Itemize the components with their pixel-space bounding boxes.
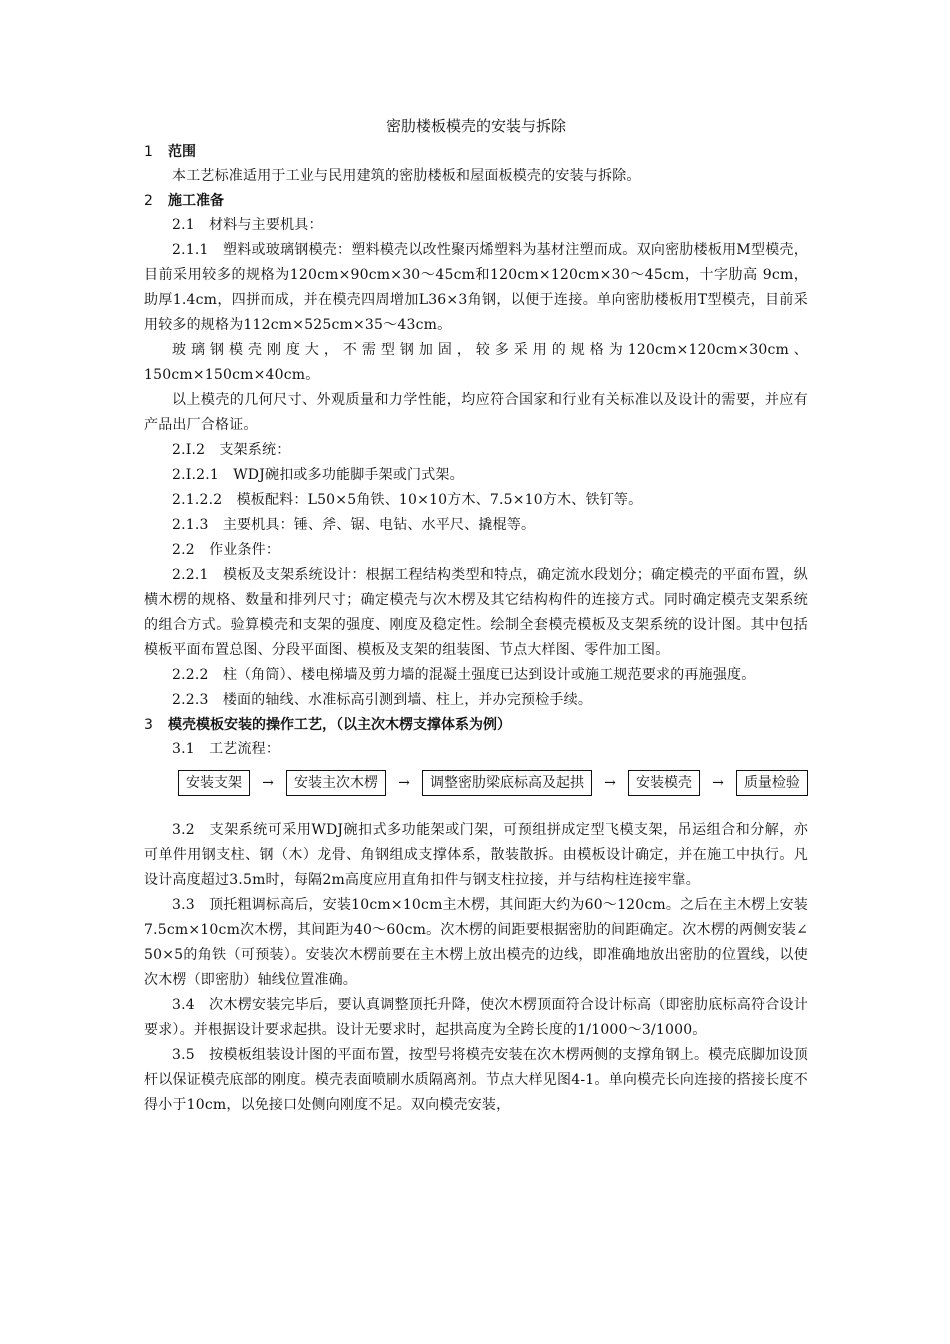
section-title: 模壳模板安装的操作工艺，（以主次木楞支撑体系为例） <box>168 717 511 733</box>
section-3-heading <box>144 713 808 737</box>
flow-step: 调整密肋梁底标高及起拱 <box>422 770 592 796</box>
section-2-heading <box>144 189 808 213</box>
flow-arrow-icon: → <box>262 775 274 791</box>
paragraph-2-2-3: 2.2.3 楼面的轴线、水准标高引测到墙、柱上，并办完预检手续。 <box>172 692 593 708</box>
document-title: 密肋楼板模壳的安装与拆除 <box>385 117 566 135</box>
paragraph-2-1-2: 2.Ⅰ.2 支架系统： <box>172 442 291 458</box>
flow-step: 安装模壳 <box>628 770 700 796</box>
paragraph-2-2-2: 2.2.2 柱（角筒）、楼电梯墙及剪力墙的混凝土强度已达到设计或施工规范要求的再施强度。 <box>172 667 756 683</box>
paragraph-2-1: 2.1 材料与主要机具： <box>172 217 323 233</box>
section-number: 3 <box>144 717 153 733</box>
process-flow-diagram <box>178 770 808 796</box>
flow-step: 安装支架 <box>178 770 250 796</box>
paragraph-scope: 本工艺标准适用于工业与民用建筑的密肋楼板和屋面板模壳的安装与拆除。 <box>172 168 641 184</box>
section-title: 范围 <box>168 144 196 160</box>
paragraph-2-2-1: 2.2.1 模板及支架系统设计：根据工程结构类型和特点，确定流水段划分；确定模壳的平面布置，纵横木楞的规格、数量和排列尺寸；确定模壳与次木楞及其它结构构件的连接方式。同时确定模壳支架系统的组合方式。验算模壳和支架的强度、刚度及稳定性。绘制全套模壳模板及支架系统的设计图。其中包括模板平面布置总图、分段平面图、模板及支架的组装图、节点大样图、零件加工图。 <box>144 567 808 658</box>
flow-arrow-icon: → <box>398 775 410 791</box>
paragraph-quality: 以上模壳的几何尺寸、外观质量和力学性能，均应符合国家和行业有关标准以及设计的需要，并应有产品出厂合格证。 <box>144 392 808 433</box>
paragraph-2-1-1: 2.1.1 塑料或玻璃钢模壳：塑料模壳以改性聚丙烯塑料为基材注塑而成。双向密肋楼板用M型模壳，目前采用较多的规格为120cm×90cm×30～45cm和120cm×120cm×30～45cm，十字肋高 9cm，助厚1.4cm，四拼而成，并在模壳四周增加L36×3角钢，以便于连接。单向密肋楼板用T型模壳，目前采用较多的规格为112cm×525cm×35～43cm。 <box>144 242 808 333</box>
paragraph-2-1-2-1: 2.Ⅰ.2.1 WDJ碗扣或多功能脚手架或门式架。 <box>172 467 464 483</box>
section-number: 1 <box>144 144 153 160</box>
paragraph-2-2: 2.2 作业条件： <box>172 542 281 558</box>
paragraph-3-4: 3.4 次木楞安装完毕后，要认真调整顶托升降，使次木楞顶面符合设计标高（即密肋底标高符合设计要求）。并根据设计要求起拱。设计无要求时，起拱高度为全跨长度的1/1000～3/1000。 <box>144 997 808 1038</box>
paragraph-3-5: 3.5 按模板组装设计图的平面布置，按型号将模壳安装在次木楞两侧的支撑角钢上。模壳底脚加设顶杆以保证模壳底部的刚度。模壳表面喷刷水质隔离剂。节点大样见图4-1。单向模壳长向连接的搭接长度不得小于10cm，以免接口处侧向刚度不足。双向模壳安装， <box>144 1047 808 1113</box>
section-number: 2 <box>144 193 153 209</box>
paragraph-3-1: 3.1 工艺流程： <box>172 741 281 757</box>
flow-step: 安装主次木楞 <box>286 770 386 796</box>
paragraph-glass: 玻璃钢模壳刚度大，不需型钢加固，较多采用的规格为120cm×120cm×30cm、150cm×150cm×40cm。 <box>144 342 808 383</box>
flow-arrow-icon: → <box>712 775 724 791</box>
paragraph-3-3: 3.3 顶托粗调标高后，安装10cm×10cm主木楞，其间距大约为60～120cm。之后在主木楞上安装7.5cm×10cm次木楞，其间距为40～60cm。次木楞的间距要根据密肋的间距确定。次木楞的两侧安装∠ 50×5的角铁（可预装）。安装次木楞前要在主木楞上放出模壳的边线，即准确地放出密肋的位置线，以使次木楞（即密肋）轴线位置准确。 <box>144 897 808 988</box>
section-1-heading <box>144 140 808 164</box>
section-title: 施工准备 <box>168 193 224 209</box>
paragraph-2-1-3: 2.1.3 主要机具：锤、斧、锯、电钻、水平尺、撬棍等。 <box>172 517 536 533</box>
document-body <box>144 112 808 1118</box>
flow-arrow-icon: → <box>604 775 616 791</box>
flow-step: 质量检验 <box>736 770 808 796</box>
paragraph-2-1-2-2: 2.1.2.2 模板配料：L50×5角铁、10×10方木、7.5×10方木、铁钉等。 <box>172 492 643 508</box>
paragraph-3-2: 3.2 支架系统可采用WDJ碗扣式多功能架或门架，可预组拼成定型飞模支架，吊运组合和分解，亦可单件用钢支柱、钢（木）龙骨、角钢组成支撑体系，散装散拆。由模板设计确定，并在施工中执行。凡设计高度超过3.5m时，每隔2m高度应用直角扣件与钢支柱拉接，并与结构柱连接牢靠。 <box>144 822 808 888</box>
